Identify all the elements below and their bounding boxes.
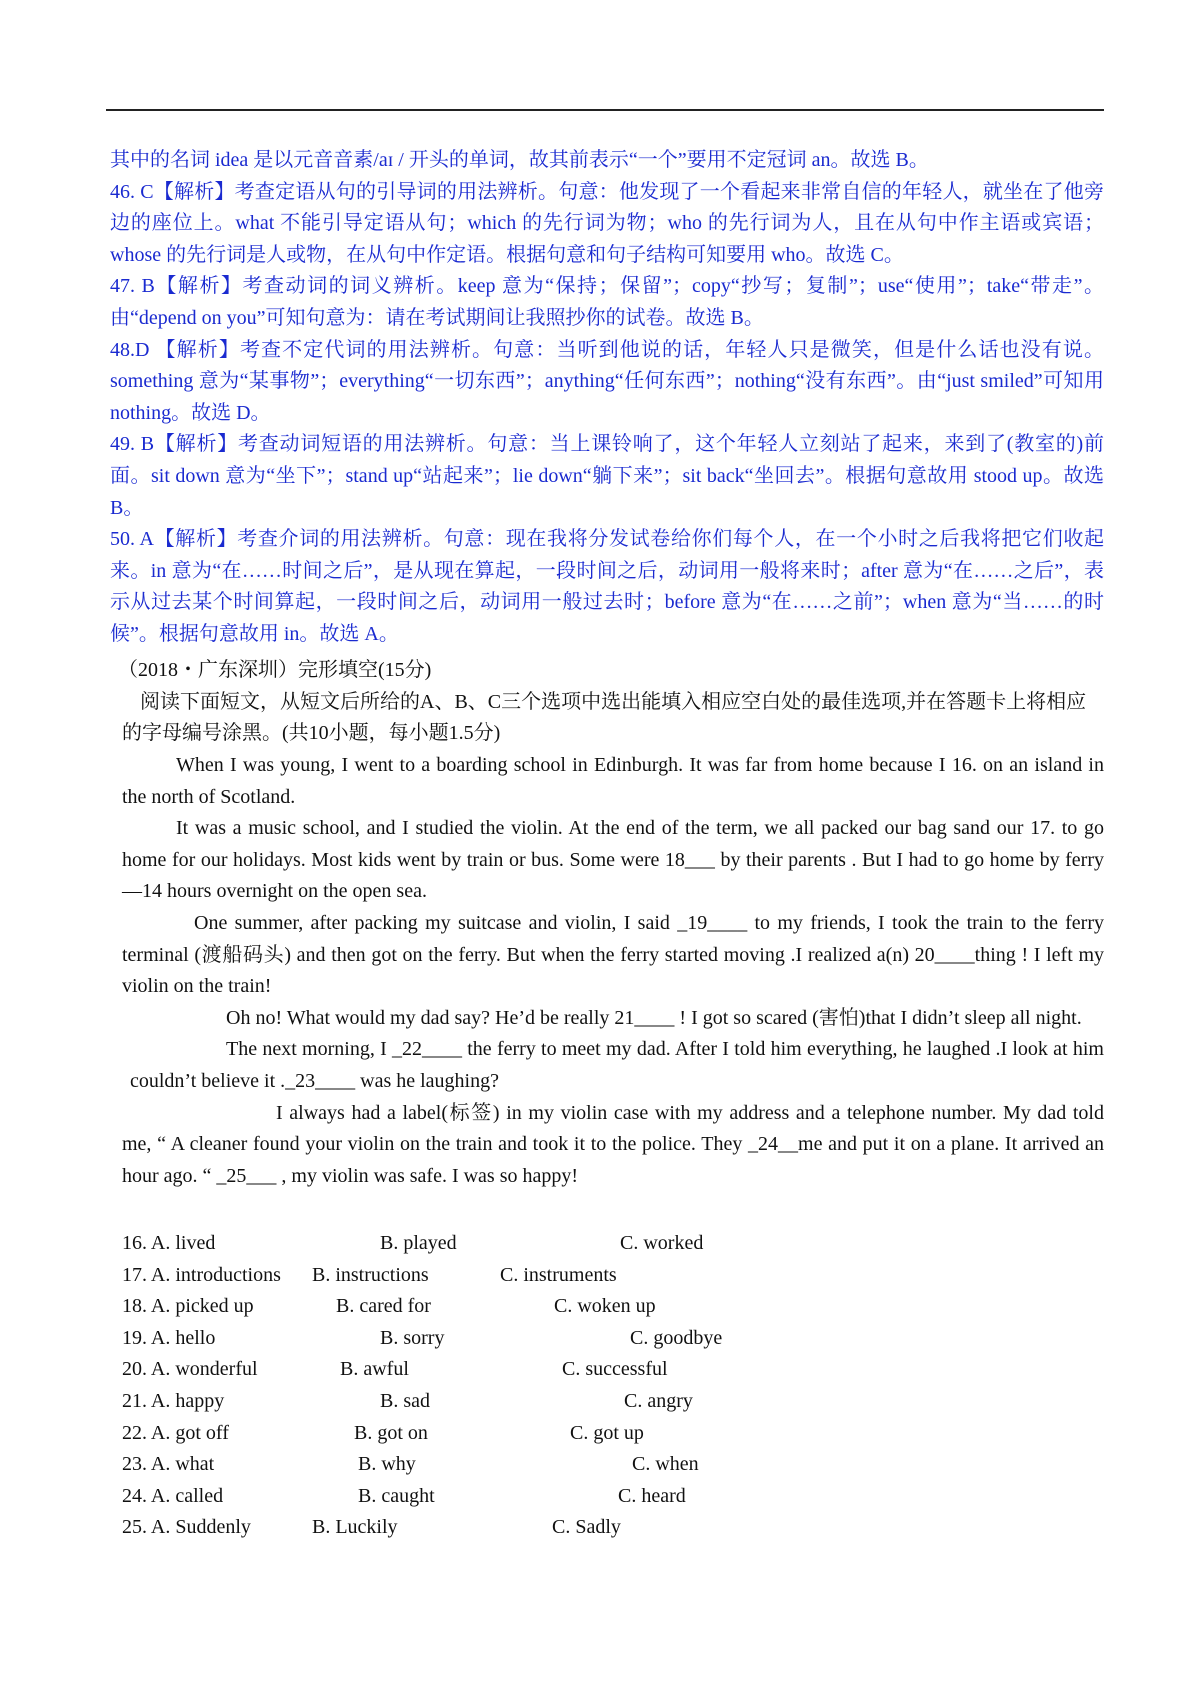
passage-paragraph: It was a music school, and I studied the violin. At the end of the term, we all packed our bag sand our 17. to go home for our holidays. Most kids went by train or bus. Some were 18___ by their parents . But I had to go home by ferry—14 hours overnight on the open sea. <box>122 817 1104 903</box>
answer-options <box>110 1228 1104 1544</box>
option-b: B. Luckily <box>312 1516 398 1539</box>
cloze-header <box>110 655 1104 750</box>
option-row-22 <box>110 1418 1104 1450</box>
option-c: C. successful <box>562 1358 668 1381</box>
passage-paragraph: I always had a label(标签) in my violin case with my address and a telephone number. My dad told me, “ A cleaner found your violin on the train and took it to the police. They _24__me and put it on a plane. It arrived an hour ago. “ _25___ , my violin was safe. I was so happy! <box>122 1101 1104 1187</box>
option-b: B. instructions <box>312 1263 429 1286</box>
option-row-18 <box>110 1291 1104 1323</box>
option-a: 25. A. Suddenly <box>122 1516 251 1539</box>
cloze-title: （2018・广东深圳）完形填空(15分) <box>118 659 432 681</box>
explanation-50: 50. A【解析】考查介词的用法辨析。句意：现在我将分发试卷给你们每个人，在一个小时之后我将把它们收起来。in 意为“在……时间之后”，是从现在算起，一段时间之后，动词用一般将来时；after 意为“在……之后”，表示从过去某个时间算起，一段时间之后，动词用一般过去时；before 意为“在……之前”；when 意为“当……的时候”。根据句意故用 in。故选 A。 <box>110 528 1104 645</box>
answer-explanations <box>110 145 1104 651</box>
option-b: B. cared for <box>336 1295 431 1318</box>
option-a: 24. A. called <box>122 1484 224 1507</box>
option-c: C. instruments <box>500 1263 617 1286</box>
explanation-47: 47. B【解析】考查动词的词义辨析。keep 意为“保持；保留”；copy“抄写；复制”；use“使用”；take“带走”。由“depend on you”可知句意为：请在考试期间让我照抄你的试卷。故选 B。 <box>110 275 1104 329</box>
option-b: B. awful <box>340 1358 409 1381</box>
option-c: C. angry <box>624 1389 693 1412</box>
option-row-20 <box>110 1354 1104 1386</box>
option-row-16 <box>110 1228 1104 1260</box>
option-b: B. why <box>358 1453 416 1476</box>
option-row-17 <box>110 1260 1104 1292</box>
option-c: C. Sadly <box>552 1516 621 1539</box>
option-a: 20. A. wonderful <box>122 1358 258 1381</box>
option-row-19 <box>110 1323 1104 1355</box>
option-row-23 <box>110 1449 1104 1481</box>
option-b: B. sorry <box>380 1326 445 1349</box>
option-a: 16. A. lived <box>122 1232 216 1254</box>
passage-paragraph: The next morning, I _22____ the ferry to meet my dad. After I told him everything, he laughed .I look at him couldn’t believe it ._23____ was he laughing? <box>130 1038 1104 1092</box>
explanation-45-tail: 其中的名词 idea 是以元音音素/aɪ / 开头的单词，故其前表示“一个”要用不定冠词 an。故选 B。 <box>110 149 929 171</box>
option-row-24 <box>110 1481 1104 1513</box>
option-c: C. when <box>632 1453 699 1476</box>
option-a: 18. A. picked up <box>122 1295 254 1318</box>
passage-paragraph: Oh no! What would my dad say? He’d be really 21____ ! I got so scared (害怕)that I didn’t sleep all night. <box>226 1006 1082 1029</box>
option-b: B. played <box>380 1232 457 1254</box>
option-a: 22. A. got off <box>122 1421 229 1444</box>
explanation-49: 49. B【解析】考查动词短语的用法辨析。句意：当上课铃响了，这个年轻人立刻站了起来，来到了(教室的)前面。sit down 意为“坐下”；stand up“站起来”；lie down“躺下来”；sit back“坐回去”。根据句意故用 stood up。故选 B。 <box>110 433 1104 519</box>
option-a: 17. A. introductions <box>122 1263 281 1286</box>
option-b: B. sad <box>380 1389 430 1412</box>
explanation-48: 48.D 【解析】考查不定代词的用法辨析。句意：当听到他说的话，年轻人只是微笑，但是什么话也没有说。something 意为“某事物”；everything“一切东西”；anything“任何东西”；nothing“没有东西”。由“just smiled”可知用 nothing。故选 D。 <box>110 338 1104 424</box>
cloze-instructions: 阅读下面短文，从短文后所给的A、B、C三个选项中选出能填入相应空白处的最佳选项,并在答题卡上将相应的字母编号涂黑。(共10小题，每小题1.5分) <box>122 690 1087 745</box>
option-a: 19. A. hello <box>122 1326 216 1349</box>
option-row-25 <box>110 1512 1104 1544</box>
option-a: 23. A. what <box>122 1453 215 1476</box>
passage-paragraph: One summer, after packing my suitcase and violin, I said _19____ to my friends, I took the train to the ferry terminal (渡船码头) and then got on the ferry. But when the ferry started moving .I realized a(n) 20____thing ! I left my violin on the train! <box>122 911 1104 998</box>
option-b: B. got on <box>354 1421 428 1444</box>
explanation-46: 46. C【解析】考查定语从句的引导词的用法辨析。句意：他发现了一个看起来非常自信的年轻人，就坐在了他旁边的座位上。what 不能引导定语从句；which 的先行词为物；who 的先行词为人，且在从句中作主语或宾语；whose 的先行词是人或物，在从句中作定语。根据句意和句子结构可知要用 who。故选 C。 <box>110 180 1104 266</box>
passage-paragraph: When I was young, I went to a boarding school in Edinburgh. It was far from home because I 16. on an island in the north of Scotland. <box>122 754 1104 808</box>
option-c: C. woken up <box>554 1295 656 1318</box>
option-c: C. got up <box>570 1421 644 1444</box>
option-row-21 <box>110 1386 1104 1418</box>
option-a: 21. A. happy <box>122 1389 225 1412</box>
cloze-passage <box>110 750 1104 1192</box>
option-c: C. goodbye <box>630 1326 723 1349</box>
header-rule <box>106 109 1104 111</box>
option-c: C. worked <box>620 1232 704 1254</box>
option-c: C. heard <box>618 1484 686 1507</box>
option-b: B. caught <box>358 1484 435 1507</box>
